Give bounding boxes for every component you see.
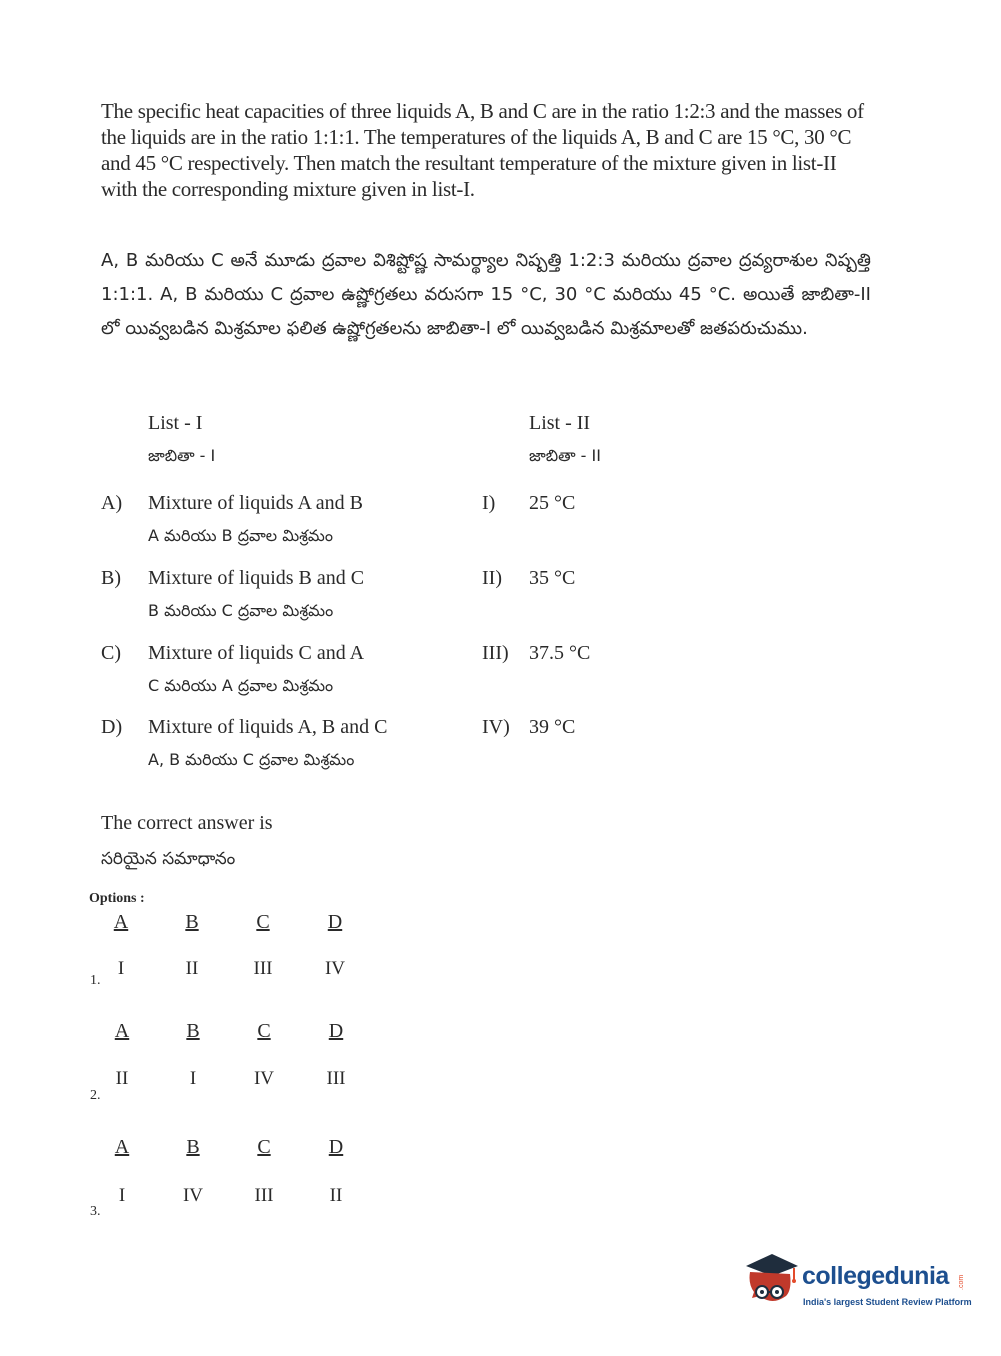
logo-wordmark: collegedunia: [802, 1262, 949, 1290]
option-header: C: [256, 911, 270, 933]
list1-title: List - I: [148, 412, 203, 434]
row-text: Mixture of liquids A and B: [148, 492, 363, 514]
option-header: D: [327, 911, 343, 933]
option-value: III: [254, 1185, 274, 1206]
option-value: II: [115, 1068, 129, 1089]
correct-answer-label-telugu: సరియైన సమాధానం: [101, 849, 236, 869]
option-value: II: [329, 1185, 343, 1206]
collegedunia-mascot-icon: [742, 1250, 802, 1310]
option-value: I: [189, 1068, 197, 1089]
option-value: I: [118, 1185, 126, 1206]
option-value: IV: [253, 1068, 275, 1089]
option-value: III: [253, 958, 273, 979]
option-header: D: [328, 1136, 344, 1158]
option-index: 1.: [90, 973, 101, 988]
row-letter: B): [101, 567, 121, 589]
option-index: 3.: [90, 1204, 101, 1219]
option-header: C: [257, 1020, 271, 1042]
row-text: Mixture of liquids A, B and C: [148, 716, 388, 738]
option-header: A: [113, 911, 129, 933]
option-header: B: [186, 1136, 200, 1158]
options-label: Options :: [89, 891, 145, 906]
row-temperature: 39 °C: [529, 716, 576, 738]
correct-answer-label: The correct answer is: [101, 812, 273, 834]
row-letter: D): [101, 716, 123, 738]
logo-suffix: .com: [958, 1274, 965, 1290]
option-value: IV: [182, 1185, 204, 1206]
question-telugu: A, B మరియు C అనే మూడు ద్రవాల విశిష్టోష్ణ సామర్థ్యాల నిష్పత్తి 1:2:3 మరియు ద్రవాల ద్రవ్యరాశుల నిష్పత్తి 1:1:1. A, B మరియు C ద్రవాల ఉష్ణోగ్రతలు వరుసగా 15 °C, 30 °C మరియు 45 °C. అయితే జాబితా-II లో యివ్వబడిన మిశ్రమాల ఫలిత ఉష్ణోగ్రతలను జాబితా-I లో యివ్వబడిన మిశ్రమాలతో జతపరుచుము.: [101, 250, 871, 339]
row-letter: A): [101, 492, 123, 514]
logo-tagline: India's largest Student Review Platform: [803, 1297, 972, 1307]
row-number: II): [482, 567, 502, 589]
row-text-telugu: A, B మరియు C ద్రవాల మిశ్రమం: [148, 750, 355, 769]
row-number: III): [482, 642, 509, 664]
row-temperature: 25 °C: [529, 492, 576, 514]
list1-title-telugu: జాబితా - I: [148, 446, 216, 465]
option-header: C: [257, 1136, 271, 1158]
option-header: A: [114, 1136, 130, 1158]
option-value: II: [185, 958, 199, 979]
option-header: B: [186, 1020, 200, 1042]
option-index: 2.: [90, 1088, 101, 1103]
row-temperature: 35 °C: [529, 567, 576, 589]
row-letter: C): [101, 642, 121, 664]
list2-title-telugu: జాబితా - II: [529, 446, 601, 465]
row-number: IV): [482, 716, 510, 738]
row-text: Mixture of liquids C and A: [148, 642, 365, 664]
option-value: I: [117, 958, 125, 979]
row-temperature: 37.5 °C: [529, 642, 591, 664]
list2-title: List - II: [529, 412, 591, 434]
option-value: IV: [324, 958, 346, 979]
row-text: Mixture of liquids B and C: [148, 567, 365, 589]
option-header: D: [328, 1020, 344, 1042]
option-value: III: [326, 1068, 346, 1089]
row-text-telugu: C మరియు A ద్రవాల మిశ్రమం: [148, 676, 334, 695]
option-header: B: [185, 911, 199, 933]
option-header: A: [114, 1020, 130, 1042]
row-text-telugu: B మరియు C ద్రవాల మిశ్రమం: [148, 601, 334, 620]
row-text-telugu: A మరియు B ద్రవాల మిశ్రమం: [148, 526, 333, 545]
row-number: I): [482, 492, 496, 514]
question-english: The specific heat capacities of three liquids A, B and C are in the ratio 1:2:3 and the masses of the liquids are in the ratio 1:1:1. The temperatures of the liquids A, B and C are 15 °C, 30 °C and 45 °C respectively. Then match the resultant temperature of the mixture given in list-II with the corresponding mixture given in list-I.: [101, 99, 864, 201]
